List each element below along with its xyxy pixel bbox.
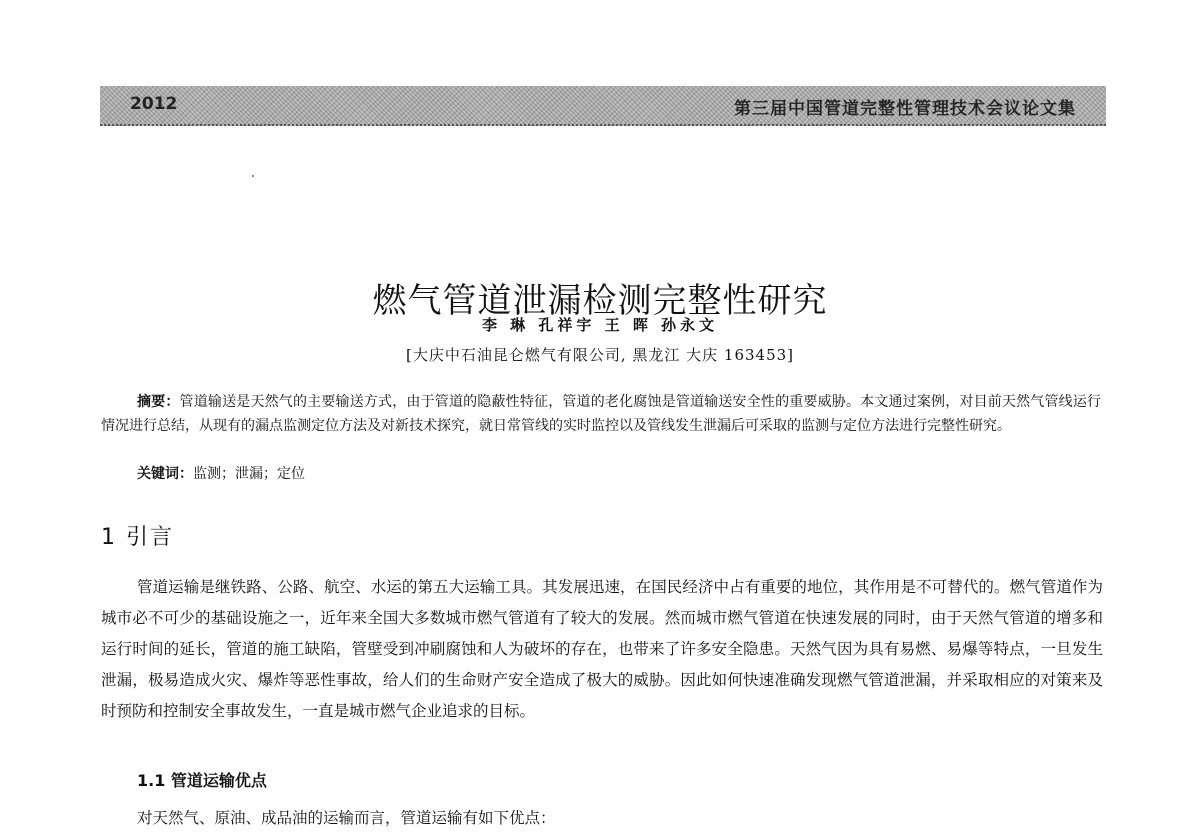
author-affiliation: [大庆中石油昆仑燃气有限公司, 黑龙江 大庆 163453] (405, 346, 795, 364)
subsection-heading-advantages: 1.1 管道运输优点 (137, 771, 267, 790)
scan-speck (252, 175, 254, 177)
paper-title: 燃气管道泄漏检测完整性研究 (372, 280, 828, 321)
header-journal-title: 第三届中国管道完整性管理技术会议论文集 (734, 99, 1076, 119)
keywords (137, 462, 305, 486)
abstract (101, 390, 1101, 438)
header-year: 2012 (130, 94, 178, 114)
abstract-text: 管道输送是天然气的主要输送方式，由于管道的隐蔽性特征，管道的老化腐蚀是管道输送安全性的重要威胁。本文通过案例，对目前天然气管线运行情况进行总结，从现有的漏点监测定位方法及对新技术探究，就日常管线的实时监控以及管线发生泄漏后可采取的监测与定位方法进行完整性研究。 (101, 394, 1102, 434)
advantages-intro-line: 对天然气、原油、成品油的运输而言，管道运输有如下优点： (137, 809, 556, 827)
introduction-paragraph: 管道运输是继铁路、公路、航空、水运的第五大运输工具。其发展迅速，在国民经济中占有重要的地位，其作用是不可替代的。燃气管道作为城市必不可少的基础设施之一，近年来全国大多数城市燃气管道有了较大的发展。然而城市燃气管道在快速发展的同时，由于天然气管道的增多和运行时间的延长，管道的施工缺陷，管壁受到冲刷腐蚀和人为破坏的存在，也带来了许多安全隐患。天然气因为具有易燃、易爆等特点，一旦发生泄漏，极易造成火灾、爆炸等恶性事故，给人们的生命财产安全造成了极大的威胁。因此如何快速准确发现燃气管道泄漏，并采取相应的对策来及时预防和控制安全事故发生，一直是城市燃气企业追求的目标。 (101, 578, 1103, 720)
running-header (100, 86, 1106, 126)
abstract-label: 摘要： (137, 394, 180, 410)
keywords-text: 监测；泄漏；定位 (193, 466, 305, 482)
author-list: 李 琳 孔祥宇 王 晖 孙永文 (481, 316, 719, 334)
section-heading-introduction: 1 引言 (101, 525, 174, 550)
keywords-label: 关键词： (137, 466, 193, 482)
